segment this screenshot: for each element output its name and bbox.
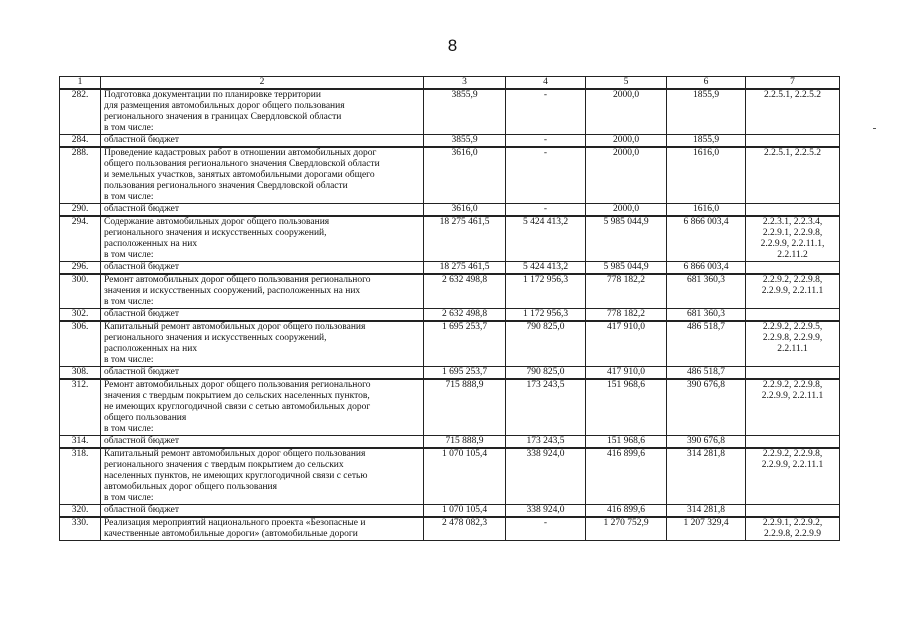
row-number: 308. [60,367,101,380]
row-name [101,147,424,204]
row-number: 290. [60,204,101,217]
row-name-line: регионального значения с твердым покрытием до сельских [104,460,344,470]
value-year-1: 5 424 413,2 [506,216,586,262]
value-year-3: 6 866 003,4 [667,262,746,275]
value-year-1: 790 825,0 [506,321,586,367]
row-name [101,321,424,367]
value-year-1: - [506,204,586,217]
value-total: 1 695 253,7 [424,321,506,367]
value-total: 3855,9 [424,135,506,148]
table-row [60,147,840,204]
row-name-line: Реализация мероприятий национального проекта «Безопасные и [104,518,366,528]
value-total: 1 070 105,4 [424,448,506,505]
target-reference-line: 2.2.9.8, 2.2.9.9 [764,529,821,539]
row-number: 282. [60,89,101,135]
row-name-line: Капитальный ремонт автомобильных дорог общего пользования [104,449,366,459]
row-name-line: для размещения автомобильных дорог общего пользования [104,101,345,111]
row-name-line: регионального значения и искусственных сооружений, [104,333,327,343]
row-name-line: в том числе: [104,297,154,307]
value-year-1: - [506,135,586,148]
value-year-2: 5 985 044,9 [586,262,667,275]
row-name [101,436,424,449]
row-number: 284. [60,135,101,148]
value-year-3: 1855,9 [667,135,746,148]
value-year-1: 173 243,5 [506,436,586,449]
value-total: 1 695 253,7 [424,367,506,380]
value-total: 2 632 498,8 [424,274,506,309]
target-reference-line: 2.2.5.1, 2.2.5.2 [764,90,821,100]
table-row [60,367,840,380]
value-year-2: 417 910,0 [586,321,667,367]
row-number: 288. [60,147,101,204]
row-name-line: областной бюджет [104,436,180,446]
value-year-1: 1 172 956,3 [506,274,586,309]
row-name-line: регионального значения и искусственных сооружений, [104,228,327,238]
value-total: 715 888,9 [424,379,506,436]
row-name-line: Подготовка документации по планировке территории [104,90,321,100]
row-name-line: качественные автомобильные дороги» (автомобильные дороги [104,529,358,539]
row-name [101,262,424,275]
row-name-line: населенных пунктов, не имеющих круглогодичной связи с сетью [104,471,368,481]
row-name-line: областной бюджет [104,367,180,377]
row-number: 312. [60,379,101,436]
target-reference-line: 2.2.9.9, 2.2.11.1, [760,239,825,249]
row-name-line: Ремонт автомобильных дорог общего пользования регионального [104,275,371,285]
target-references [746,89,840,135]
row-name-line: областной бюджет [104,135,180,145]
value-year-3: 1616,0 [667,147,746,204]
table-body [60,89,840,541]
target-reference-line: 2.2.9.2, 2.2.9.5, [762,322,823,332]
target-reference-line: 2.2.11.2 [777,250,808,260]
target-reference-line: 2.2.9.9, 2.2.11.1 [761,391,824,401]
row-number: 306. [60,321,101,367]
value-year-1: 5 424 413,2 [506,262,586,275]
target-reference-line: 2.2.9.9, 2.2.11.1 [761,286,824,296]
row-name [101,204,424,217]
target-reference-line: 2.2.9.8, 2.2.9.9, [762,333,823,343]
column-header-4: 4 [506,77,586,90]
table-row [60,321,840,367]
row-name [101,135,424,148]
row-name-line: областной бюджет [104,262,180,272]
value-year-2: 2000,0 [586,135,667,148]
value-year-1: 338 924,0 [506,448,586,505]
target-reference-line: 2.2.11.1 [777,344,808,354]
target-references [746,309,840,322]
row-name-line: в том числе: [104,123,154,133]
value-year-1: - [506,147,586,204]
value-year-2: 778 182,2 [586,309,667,322]
target-references [746,204,840,217]
value-year-2: 151 968,6 [586,379,667,436]
value-total: 3616,0 [424,204,506,217]
value-year-3: 6 866 003,4 [667,216,746,262]
value-year-1: 173 243,5 [506,379,586,436]
row-name-line: значения и искусственных сооружений, расположенных на них [104,286,361,296]
row-name-line: общего пользования регионального значения Свердловской области [104,159,380,169]
value-year-1: 1 172 956,3 [506,309,586,322]
value-year-2: 1 270 752,9 [586,517,667,541]
row-name-line: областной бюджет [104,505,180,515]
row-name-line: регионального значения в границах Свердловской области [104,112,342,122]
target-reference-line: 2.2.9.2, 2.2.9.8, [762,449,823,459]
row-number: 314. [60,436,101,449]
table-row [60,448,840,505]
row-number: 296. [60,262,101,275]
table-row [60,309,840,322]
row-name-line: в том числе: [104,355,154,365]
value-total: 3855,9 [424,89,506,135]
row-name-line: Проведение кадастровых работ в отношении автомобильных дорог [104,148,377,158]
row-name [101,274,424,309]
column-header-2: 2 [101,77,424,90]
row-name [101,89,424,135]
row-name-line: общего пользования [104,413,187,423]
value-year-3: 314 281,8 [667,505,746,518]
value-year-3: 390 676,8 [667,436,746,449]
target-reference-line: 2.2.9.2, 2.2.9.8, [762,380,823,390]
scan-speck [873,128,876,129]
table-row [60,204,840,217]
target-reference-line: 2.2.5.1, 2.2.5.2 [764,148,821,158]
value-year-3: 1616,0 [667,204,746,217]
value-year-2: 2000,0 [586,147,667,204]
table-row [60,379,840,436]
target-references [746,216,840,262]
table-row [60,262,840,275]
value-total: 3616,0 [424,147,506,204]
target-references [746,147,840,204]
row-name-line: областной бюджет [104,309,180,319]
target-reference-line: 2.2.9.9, 2.2.11.1 [761,460,824,470]
target-references [746,367,840,380]
budget-table [59,76,840,541]
table-row [60,89,840,135]
value-year-3: 390 676,8 [667,379,746,436]
row-name [101,309,424,322]
value-year-1: 790 825,0 [506,367,586,380]
row-name-line: Капитальный ремонт автомобильных дорог общего пользования [104,322,366,332]
value-year-3: 1 207 329,4 [667,517,746,541]
row-name-line: в том числе: [104,250,154,260]
value-year-1: 338 924,0 [506,505,586,518]
table-row [60,135,840,148]
column-header-5: 5 [586,77,667,90]
row-name-line: Содержание автомобильных дорог общего пользования [104,217,330,227]
row-name-line: автомобильных дорог общего пользования [104,482,278,492]
value-year-2: 416 899,6 [586,448,667,505]
row-name-line: Ремонт автомобильных дорог общего пользования регионального [104,380,371,390]
value-total: 2 632 498,8 [424,309,506,322]
table-row [60,436,840,449]
row-name-line: областной бюджет [104,204,180,214]
table-header [60,77,840,90]
row-name-line: не имеющих круглогодичной связи с сетью автомобильных дорог [104,402,371,412]
value-year-1: - [506,89,586,135]
target-references [746,505,840,518]
value-year-3: 681 360,3 [667,274,746,309]
column-header-7: 7 [746,77,840,90]
value-year-2: 416 899,6 [586,505,667,518]
value-total: 1 070 105,4 [424,505,506,518]
value-year-3: 486 518,7 [667,367,746,380]
value-year-3: 486 518,7 [667,321,746,367]
table-row [60,274,840,309]
value-year-2: 778 182,2 [586,274,667,309]
row-number: 302. [60,309,101,322]
value-year-2: 2000,0 [586,204,667,217]
row-name-line: значения с твердым покрытием до сельских населенных пунктов, [104,391,370,401]
row-name-line: в том числе: [104,424,154,434]
table-row [60,517,840,541]
row-name [101,379,424,436]
target-reference-line: 2.2.3.1, 2.2.3.4, [762,217,823,227]
column-header-3: 3 [424,77,506,90]
target-references [746,436,840,449]
row-name [101,517,424,541]
value-total: 2 478 082,3 [424,517,506,541]
row-name [101,448,424,505]
value-year-2: 151 968,6 [586,436,667,449]
row-name-line: пользования регионального значения Свердловской области [104,181,348,191]
row-name [101,216,424,262]
row-number: 318. [60,448,101,505]
row-number: 330. [60,517,101,541]
page-number: 8 [447,36,458,55]
row-name-line: в том числе: [104,192,154,202]
row-name-line: и земельных участков, занятых автомобильными дорогами общего [104,170,375,180]
target-references [746,379,840,436]
row-name-line: расположенных на них [104,344,198,354]
target-reference-line: 2.2.9.1, 2.2.9.8, [762,228,823,238]
target-references [746,517,840,541]
row-name-line: в том числе: [104,493,154,503]
value-year-2: 417 910,0 [586,367,667,380]
target-references [746,321,840,367]
value-total: 18 275 461,5 [424,262,506,275]
target-references [746,448,840,505]
value-year-3: 681 360,3 [667,309,746,322]
target-references [746,274,840,309]
table-row [60,505,840,518]
value-year-2: 5 985 044,9 [586,216,667,262]
value-year-2: 2000,0 [586,89,667,135]
row-number: 294. [60,216,101,262]
table-row [60,216,840,262]
target-references [746,135,840,148]
column-header-6: 6 [667,77,746,90]
row-number: 300. [60,274,101,309]
value-year-1: - [506,517,586,541]
row-name [101,367,424,380]
column-header-1: 1 [60,77,101,90]
target-reference-line: 2.2.9.1, 2.2.9.2, [762,518,823,528]
value-total: 18 275 461,5 [424,216,506,262]
value-total: 715 888,9 [424,436,506,449]
target-references [746,262,840,275]
row-number: 320. [60,505,101,518]
header-row [60,77,840,90]
value-year-3: 314 281,8 [667,448,746,505]
target-reference-line: 2.2.9.2, 2.2.9.8, [762,275,823,285]
row-name-line: расположенных на них [104,239,198,249]
value-year-3: 1855,9 [667,89,746,135]
row-name [101,505,424,518]
